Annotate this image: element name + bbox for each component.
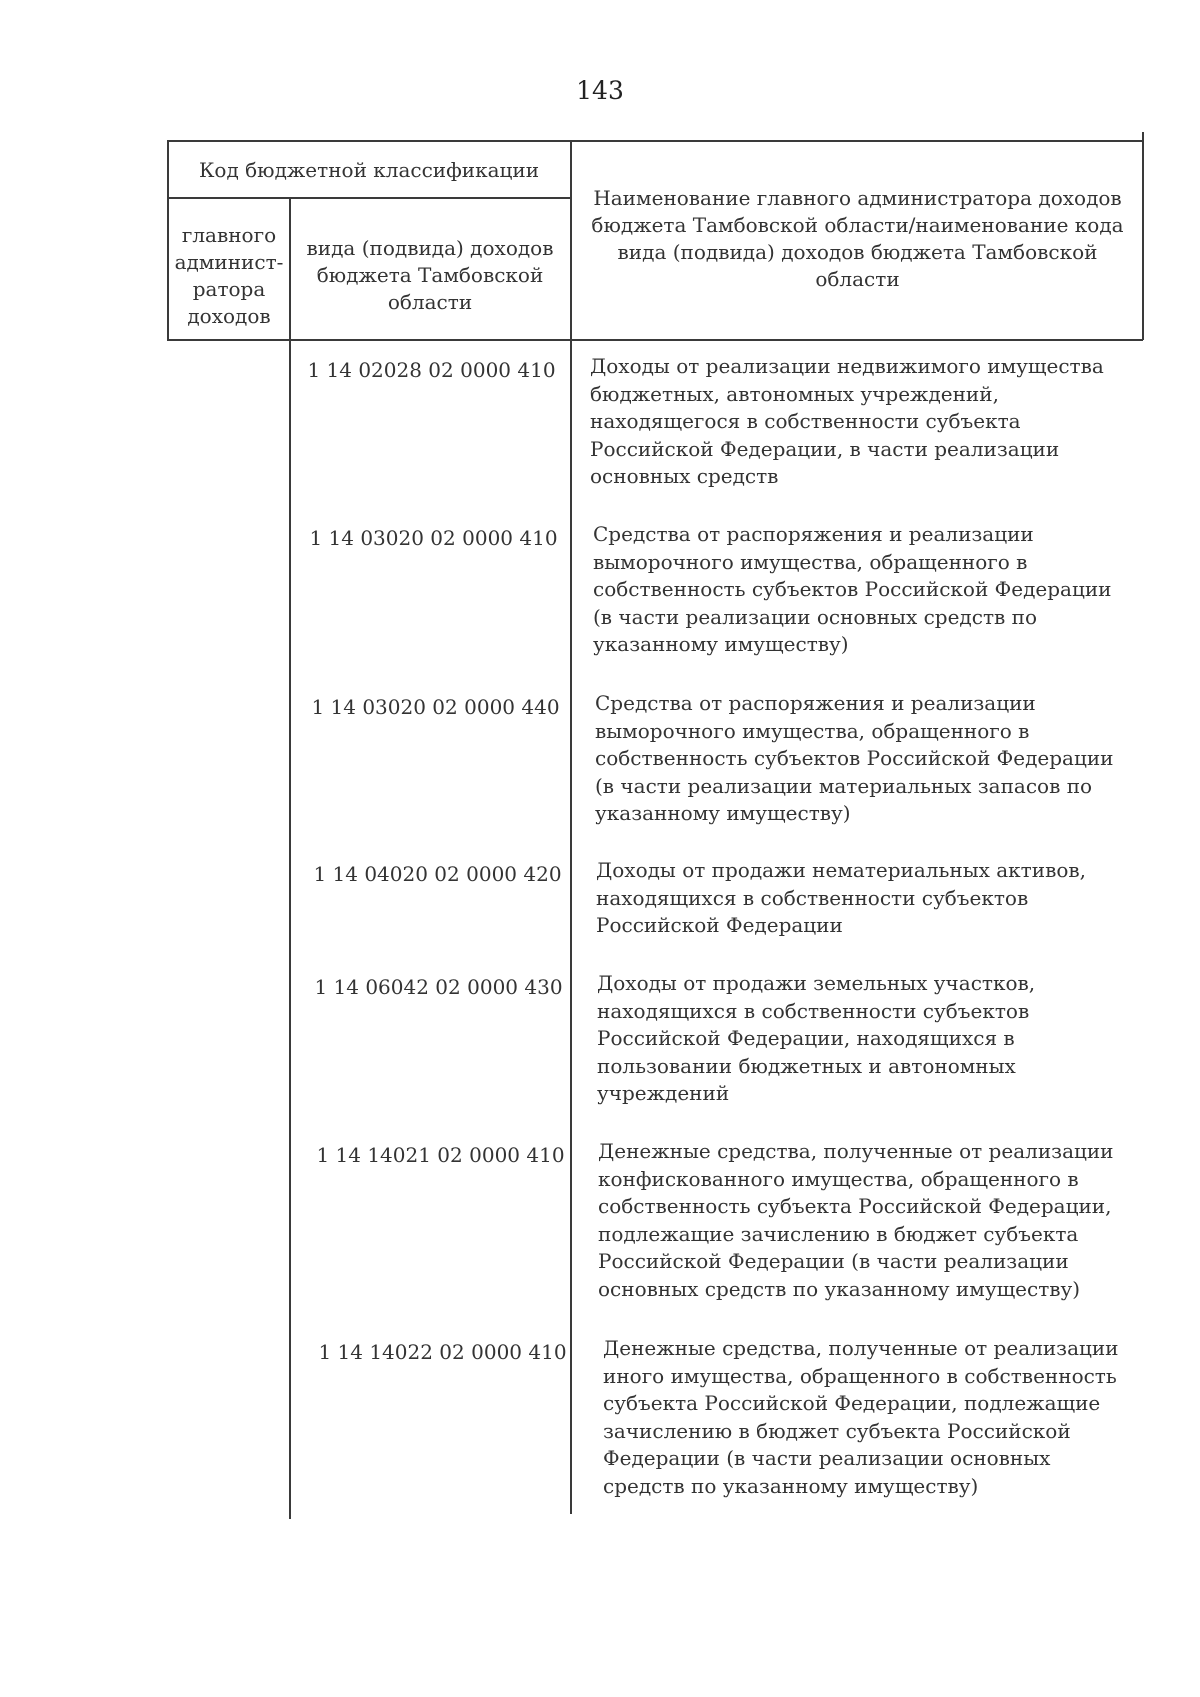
col2-divider (570, 140, 572, 1514)
table-top-border (167, 140, 1143, 142)
page-number: 143 (576, 76, 624, 105)
revenue-description: Доходы от продажи земельных участков, находящихся в собственности субъектов Российской Федерации, находящихся в пользовании бюджетных и автономных учреждений (597, 971, 1036, 1105)
revenue-code: 1 14 02028 02 0000 410 (307, 358, 556, 382)
revenue-description: Денежные средства, полученные от реализации конфискованного имущества, обращенного в собственность субъекта Российской Федерации, подлежащие зачислению в бюджет субъекта Российской Федерации (в части реализации основных средств по указанному имуществу) (598, 1139, 1114, 1301)
col1-divider (289, 197, 291, 1519)
revenue-code: 1 14 03020 02 0000 440 (311, 695, 560, 719)
revenue-description: Средства от распоряжения и реализации выморочного имущества, обращенного в собственность субъектов Российской Федерации (в части реализации материальных запасов по указанному имуществу) (595, 691, 1114, 825)
revenue-code: 1 14 03020 02 0000 410 (309, 526, 558, 550)
header-group-divider (167, 197, 570, 199)
revenue-description: Средства от распоряжения и реализации выморочного имущества, обращенного в собственность субъектов Российской Федерации (в части реализации основных средств по указанному имуществу) (593, 522, 1112, 656)
header-col3-label: Наименование главного администратора доходов бюджета Тамбовской области/наименование кода вида (подвида) доходов бюджета Тамбовской области (591, 186, 1124, 291)
revenue-code: 1 14 14022 02 0000 410 (318, 1340, 567, 1364)
table-right-border (1142, 132, 1144, 340)
revenue-code: 1 14 06042 02 0000 430 (314, 975, 563, 999)
header-col1-label: главного админист-ратора доходов (174, 223, 284, 328)
header-bottom-border (167, 339, 1143, 341)
revenue-description: Денежные средства, полученные от реализации иного имущества, обращенного в собственность субъекта Российской Федерации, подлежащие зачислению в бюджет субъекта Российской Федерации (в части реализации основных средств по указанному имуществу) (603, 1336, 1119, 1498)
revenue-description: Доходы от продажи нематериальных активов, находящихся в собственности субъектов Российской Федерации (596, 858, 1086, 937)
header-group-label: Код бюджетной классификации (198, 158, 540, 182)
revenue-description: Доходы от реализации недвижимого имущества бюджетных, автономных учреждений, находящегося в собственности субъекта Российской Федерации, в части реализации основных средств (590, 354, 1104, 488)
revenue-code: 1 14 04020 02 0000 420 (313, 862, 562, 886)
header-col2-label: вида (подвида) доходов бюджета Тамбовской области (306, 236, 554, 314)
revenue-code: 1 14 14021 02 0000 410 (316, 1143, 565, 1167)
table-left-border (167, 140, 169, 340)
